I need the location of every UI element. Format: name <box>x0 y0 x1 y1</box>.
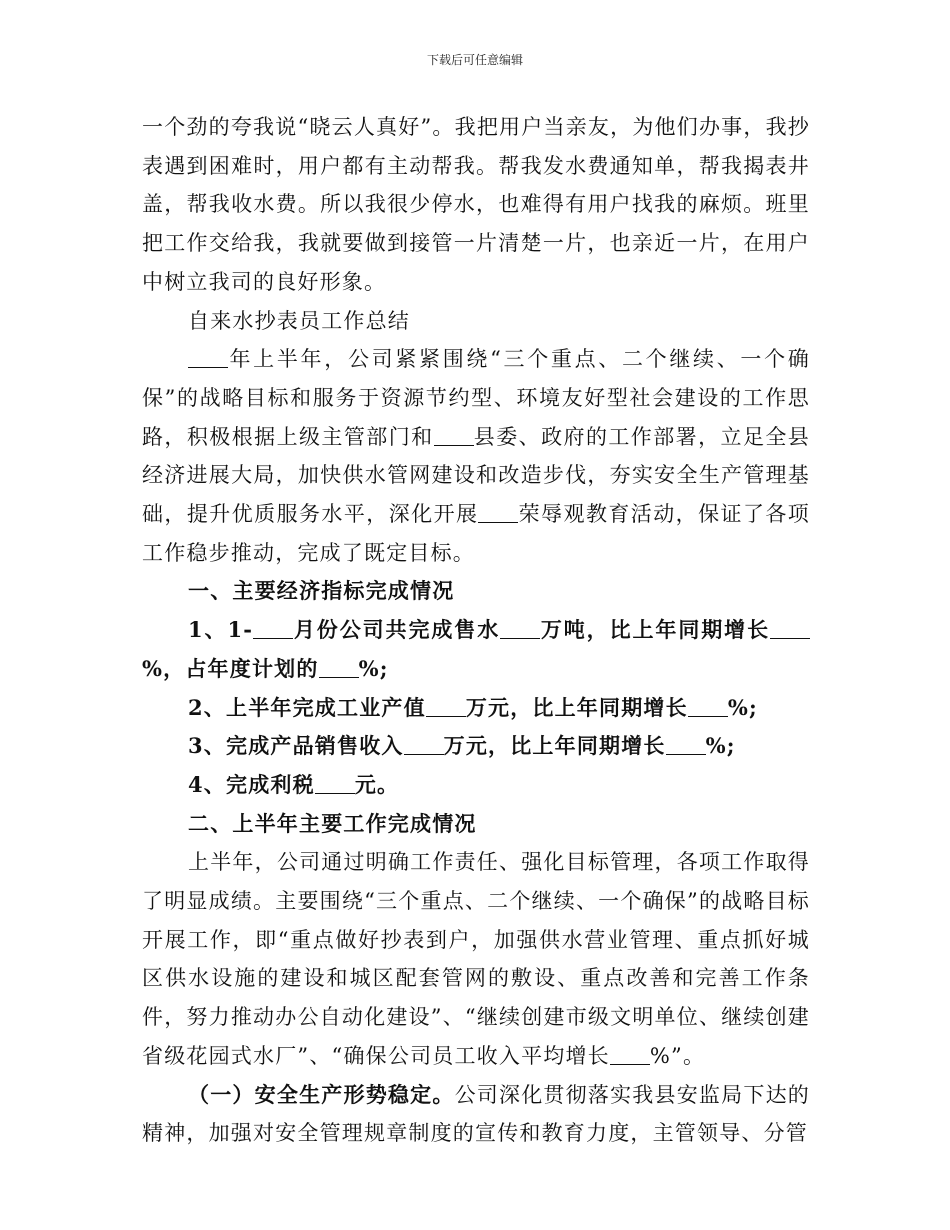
list-item <box>142 689 810 728</box>
text-span: %”。 <box>649 1043 706 1068</box>
document-body <box>142 108 810 1153</box>
blank-field <box>770 617 810 639</box>
text-span: 上半年，公司通过明确工作责任、强化目标管理，各项工作取得了明显成绩。主要围绕“三个重点、二个继续、一个确保”的战略目标开展工作，即“重点做好抄表到户，加强供水营业管理、重点抓好城区供水设施的建设和城区配套管网的敷设、重点改善和完善工作条件，努力推动办公自动化建设”、“继续创建市级文明单位、继续创建省级花园式水厂”、“确保公司员工收入平均增长 <box>142 850 810 1068</box>
text-span: 4、完成利税 <box>188 771 315 797</box>
blank-field <box>253 617 293 639</box>
text-span: 荣辱观教育活动，保证了各项工作稳步推动，完成了既定目标。 <box>142 502 811 565</box>
section-heading: 二、上半年主要工作完成情况 <box>188 810 477 836</box>
text-span: 年上半年，公司紧紧围绕“三个重点、二个继续、一个确保”的战略目标和服务于资源节约型、环境友好型社会建设的工作思路，积极根据上级主管部门和 <box>142 347 810 449</box>
paragraph-continued: 一个劲的夸我说“晓云人真好”。我把用户当亲友，为他们办事，我抄表遇到困难时，用户都有主动帮我。帮我发水费通知单，帮我揭表井盖，帮我收水费。所以我很少停水，也难得有用户找我的麻烦。班里把工作交给我，我就要做到接管一片清楚一片，也亲近一片，在用户中树立我司的良好形象。 <box>142 115 810 294</box>
blank-field <box>610 1043 650 1065</box>
blank-field <box>666 733 706 755</box>
page-header: 下载后可任意编辑 <box>426 53 523 67</box>
text-span: 元。 <box>354 771 400 797</box>
blank-field <box>478 501 518 523</box>
text-span: %; <box>358 655 389 681</box>
text-span: %，占年度计划的 <box>142 655 319 681</box>
blank-field <box>426 695 466 717</box>
list-item <box>142 727 810 766</box>
blank-field <box>319 656 359 678</box>
blank-field <box>188 346 228 368</box>
text-span: 万吨，比上年同期增长 <box>540 617 770 643</box>
text-span: 1、1- <box>188 617 254 643</box>
text-span: 月份公司共完成售水 <box>293 617 501 643</box>
blank-field <box>404 733 444 755</box>
blank-field <box>688 695 728 717</box>
text-span: 万元，比上年同期增长 <box>443 733 666 759</box>
text-span: %; <box>705 733 736 759</box>
document-title: 自来水抄表员工作总结 <box>188 308 410 333</box>
text-span: 万元，比上年同期增长 <box>465 694 688 720</box>
list-item <box>142 766 810 805</box>
blank-field <box>434 424 474 446</box>
paragraph-intro <box>142 340 810 572</box>
text-span: 2、上半年完成工业产值 <box>188 694 426 720</box>
section-heading: 一、主要经济指标完成情况 <box>188 578 455 604</box>
subsection-heading: （一）安全生产形势稳定。 <box>188 1081 455 1107</box>
paragraph-body <box>142 1076 810 1153</box>
text-span: %; <box>727 694 758 720</box>
text-span: 3、完成产品销售收入 <box>188 733 404 759</box>
paragraph-body <box>142 843 810 1075</box>
text-span: 县委、政府的工作部署，立足全县经济进展大局，加快供水管网建设和改造步伐，夯实安全生产管理基础，提升优质服务水平，深化开展 <box>142 424 811 527</box>
blank-field <box>315 772 355 794</box>
blank-field <box>500 617 540 639</box>
text-span: 公司深化贯彻落实我县安监局下达的精神，加强对安全管理规章制度的宣传和教育力度，主管领导、分管 <box>142 1082 810 1146</box>
list-item <box>142 611 810 688</box>
